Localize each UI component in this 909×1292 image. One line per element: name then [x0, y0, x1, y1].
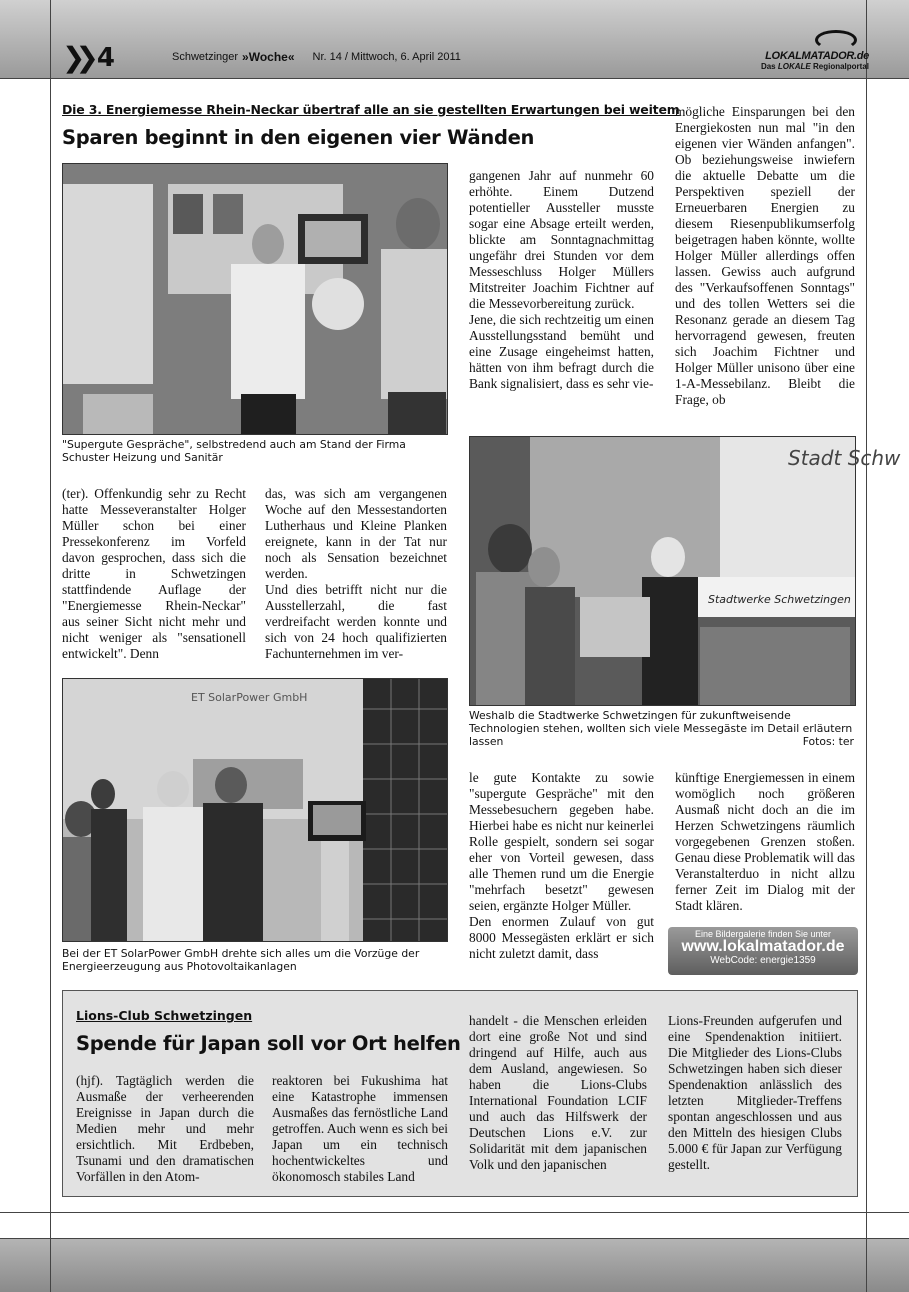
paragraph: Den enormen Zulauf von gut 8000 Messegästen erklärt er sich nicht zuletzt damit, dass	[469, 914, 654, 961]
header-rule	[0, 78, 909, 79]
lions-headline: Spende für Japan soll vor Ort helfen	[76, 1032, 461, 1055]
paragraph: Lions-Freunden aufgerufen und eine Spendenaktion initiiert. Die Mitglieder des Lions-Clubs Schwetzingen haben sich dieser Spendenaktion anlässlich des letzten Mitglieder-Treffens spontan angeschlossen und aus den Mitteln des hiesigen Clubs 5.000 € für Japan zur Verfügung gestellt.	[668, 1013, 842, 1172]
article-column-top-right	[675, 104, 855, 408]
paragraph: künftige Energiemessen in einem womöglich noch größeren Ausmaß nicht doch an die im Herzen Schwetzingens räumlich vorgegebenen Grenzen stoßen. Genau diese Problematik will das Veranstalterduo in nicht allzu ferner Zeit im Dialog mit der Stadt klären.	[675, 770, 855, 913]
footer-rule-bottom	[0, 1238, 909, 1239]
article-column-bottom-right	[675, 770, 855, 914]
stadtwerke-wall-text: Stadt Schw	[788, 446, 901, 470]
right-margin-line	[866, 0, 867, 1292]
paragraph: handelt - die Menschen erleiden dort eine große Not und sind dringend auf Hilfe, auch aus dem Ausland, angewiesen. So haben die Lions-Clubs International Foundation LCIF und auch das Hilfswerk der Deutschen Lions e.V. zur Solidarität mit dem japanischen Volk und den japanischen	[469, 1013, 647, 1172]
paragraph: das, was sich am vergangenen Woche auf den Messestandorten Lutherhaus und Kleine Planken ereignete, kann in der Tat nur noch als Sensation bezeichnet werden.	[265, 486, 447, 581]
lokalmatador-logo[interactable]	[761, 30, 869, 71]
article-column-bottom-mid	[469, 770, 654, 962]
page-number-value: 4	[96, 42, 116, 73]
gallery-webcode: WebCode: energie1359	[710, 955, 816, 966]
lions-column-3	[469, 1013, 647, 1173]
article-headline: Sparen beginnt in den eigenen vier Wänden	[62, 126, 535, 149]
paragraph: Jene, die sich rechtzeitig um einen Ausstellungsstand bemüht und eine Zusage eingeheimst hatten, hätten von ihm befragt durch die Bank signalisiert, dass es sehr vie-	[469, 312, 654, 391]
paragraph: le gute Kontakte zu sowie "supergute Gespräche" mit den Messebesuchern gegeben habe. Hierbei habe es nicht nur keinerlei Rolle gespielt, sondern sei sogar eher von Vorteil gewesen, dass alle Themen rund um die Energie "mehrfach besetzt" gewesen seien, ergänzte Holger Müller.	[469, 770, 654, 913]
issue-date: Nr. 14 / Mittwoch, 6. April 2011	[312, 51, 461, 63]
lions-column-1	[76, 1073, 254, 1185]
logo-swoosh-icon	[815, 30, 857, 50]
photo-schuster-illustration	[63, 164, 447, 434]
caption-photo-3: Bei der ET SolarPower GmbH drehte sich alles um die Vorzüge der Energieerzeugung aus Photovoltaikanlagen	[62, 947, 420, 973]
logo-text: LOKALMATADOR.de	[765, 50, 869, 62]
publication-line	[172, 50, 461, 64]
lions-column-2	[272, 1073, 448, 1185]
paragraph: mögliche Einsparungen bei den Energiekosten nun mal "in den eigenen vier Wänden anfangen". Ob beziehungsweise inwiefern die aktuelle Debatte um die Perspektiven speziell der Erneuerbaren Energien zu diesem Riesenpublikumserfolg beigetragen haben könnte, wollte Holger Müller allerdings offen lassen. Gewiss auch aufgrund des "Verkaufsoffenen Sonntags" und des tollen Wetters sei die Resonanz gerade an diesem Tag hervorragend gewesen, freuten sich Joachim Fichtner und Holger Müller unisono über eine 1-A-Messebilanz. Bleibt die Frage, ob	[675, 104, 855, 407]
stadtwerke-sign-text: Stadtwerke Schwetzingen	[708, 593, 851, 606]
bottom-band	[0, 1238, 909, 1292]
publication-name: »Woche«	[242, 50, 295, 64]
gallery-link-badge[interactable]	[668, 927, 858, 975]
photo-solarpower-illustration	[63, 679, 447, 941]
lions-kicker: Lions-Club Schwetzingen	[76, 1008, 253, 1023]
photo-schuster-stand	[62, 163, 448, 435]
paragraph: reaktoren bei Fukushima hat eine Katastrophe immensen Ausmaßes das fernöstliche Land getroffen. Auch wenn es sich bei Japan um ein technisch hochentwickeltes und ökonomosch stabiles Land	[272, 1073, 448, 1184]
paragraph: Und dies betrifft nicht nur die Ausstellerzahl, die fast verdreifacht werden konnte und sich von 24 hoch qualifizierten Fachunternehmen im ver-	[265, 582, 447, 661]
footer-rule-top	[0, 1212, 909, 1213]
photo-stadtwerke-stand	[469, 436, 901, 706]
caption-photo-2-text: Weshalb die Stadtwerke Schwetzingen für zukunftweisende Technologien stehen, wollten sich viele Messegäste im Detail erläutern lassen	[469, 709, 853, 748]
paragraph: gangenen Jahr auf nunmehr 60 erhöhte. Einem Dutzend potentieller Aussteller musste sogar eine Absage erteilt werden, blickte am Sonntagnachmittag ungefähr drei Stunden vor dem Messeschluss Holger Müllers Mitstreiter Joachim Fichtner auf die Messevorbereitung zurück.	[469, 168, 654, 311]
solarpower-sign-text: ET SolarPower GmbH	[191, 691, 308, 704]
caption-photo-1: "Supergute Gespräche", selbstredend auch am Stand der Firma Schuster Heizung und Sanitär	[62, 438, 406, 464]
photo-credit: Fotos: ter	[802, 735, 854, 748]
gallery-url[interactable]: www.lokalmatador.de	[681, 938, 845, 955]
left-margin-line	[50, 0, 51, 1292]
photo-stadtwerke-illustration	[470, 437, 901, 705]
paragraph: (ter). Offenkundig sehr zu Recht hatte Messeveranstalter Holger Müller schon bei einer Pressekonferenz im Vorfeld davon gesprochen, dass sich die dritte in Schwetzingen stattfindende Auflage der "Energiemesse Rhein-Neckar" aus seiner Sicht nicht mehr und nicht weniger als "sensationell entwickelt". Denn	[62, 486, 246, 661]
publication-pre: Schwetzinger	[172, 51, 239, 63]
logo-subtitle: Das LOKALE Regionalportal	[760, 62, 869, 71]
double-chevron-icon: ❯❯	[62, 41, 89, 74]
article-kicker: Die 3. Energiemesse Rhein-Neckar übertraf alle an sie gestellten Erwartungen bei weitem	[62, 102, 680, 117]
photo-et-solarpower-stand	[62, 678, 448, 942]
page-number	[62, 41, 115, 74]
caption-photo-2	[469, 709, 854, 748]
article-column-top-mid	[469, 168, 654, 392]
paragraph: (hjf). Tagtäglich werden die Ausmaße der verheerenden Ereignisse in Japan durch die Medien mehr und mehr ersichtlich. Mit Erdbeben, Tsunami und den dramatischen Vorfällen in den Atom-	[76, 1073, 254, 1184]
gallery-intro: Eine Bildergalerie finden Sie unter	[694, 929, 832, 939]
article-column-left-1	[62, 486, 246, 662]
lions-column-4	[668, 1013, 842, 1173]
article-column-left-2	[265, 486, 447, 662]
